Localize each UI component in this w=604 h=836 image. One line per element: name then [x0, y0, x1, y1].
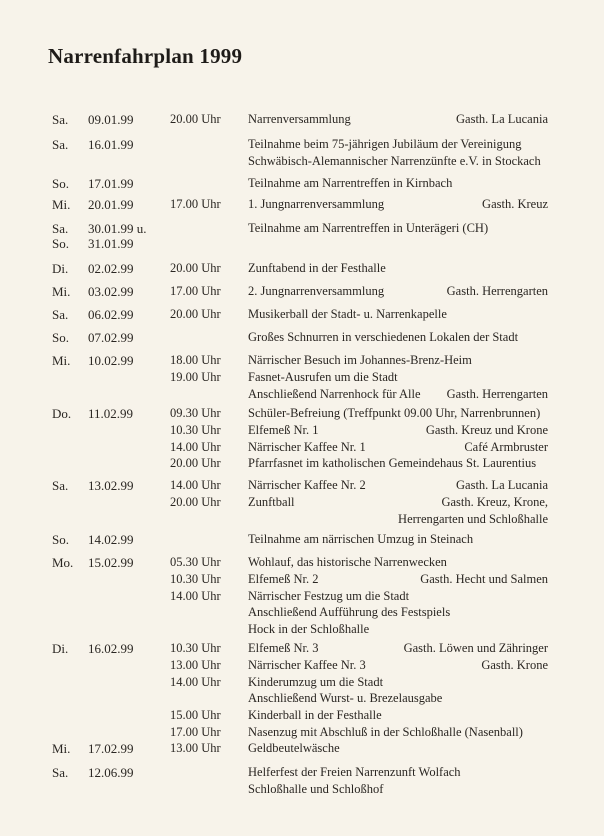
- entry-event: Pfarrfasnet im katholischen Gemeindehaus St. Laurentius: [248, 456, 537, 471]
- entry-event: Närrischer Besuch im Johannes-Brenz-Heim: [248, 353, 472, 367]
- entry-day: Sa.: [52, 478, 69, 493]
- entry-event: Zunftabend in der Festhalle: [248, 261, 386, 275]
- entry-line: [0, 221, 604, 238]
- entry-line: [0, 725, 604, 742]
- entry-line: [0, 176, 604, 193]
- entry-place: Gasth. Kreuz, Krone,: [441, 494, 548, 509]
- entry-line: [0, 555, 604, 572]
- entry-date: 07.02.99: [88, 330, 134, 345]
- entry-line: [0, 154, 604, 171]
- entry-line: [0, 622, 604, 639]
- entry-date: 11.02.99: [88, 406, 134, 421]
- entry-event: Närrischer Festzug um die Stadt: [248, 588, 410, 603]
- entry-time: 17.00 Uhr: [170, 284, 221, 298]
- entry-line: [0, 137, 604, 154]
- entry-line: [0, 532, 604, 549]
- entry-line: [0, 307, 604, 324]
- entry-event: Anschließend Aufführung des Festspiels: [248, 605, 451, 620]
- entry-time: 13.00 Uhr: [170, 657, 221, 672]
- entry-time: 10.30 Uhr: [170, 641, 221, 655]
- entry-event: Teilnahme am Narrentreffen in Kirnbach: [248, 176, 453, 190]
- entry-time: 05.30 Uhr: [170, 555, 221, 569]
- entry-event: 2. Jungnarrenversammlung: [248, 284, 385, 298]
- entry-event: Teilnahme beim 75-jährigen Jubiläum der Vereinigung: [248, 137, 522, 151]
- entry-day: Di.: [52, 641, 69, 656]
- entry-time: 20.00 Uhr: [170, 494, 221, 509]
- entry-line: [0, 765, 604, 782]
- entry-event: Schloßhalle und Schloßhof: [248, 781, 384, 796]
- entry-day: Mi.: [52, 741, 71, 756]
- entry-date: 03.02.99: [88, 284, 134, 299]
- entry-line: [0, 353, 604, 370]
- entry-line: [0, 589, 604, 606]
- entry-date: 16.01.99: [88, 137, 134, 152]
- entry-time: 14.00 Uhr: [170, 439, 221, 454]
- entry-time: 20.00 Uhr: [170, 112, 221, 126]
- entry-line: [0, 440, 604, 457]
- entry-place: Gasth. Krone: [481, 657, 548, 672]
- entry-line: [0, 284, 604, 301]
- entry-date: 20.01.99: [88, 197, 134, 212]
- entry-line: [0, 197, 604, 214]
- entry-place: Gasth. Kreuz: [482, 197, 548, 211]
- entry-event: Geldbeutelwäsche: [248, 741, 340, 755]
- entry-day: So.: [52, 236, 69, 251]
- entry-event: Teilnahme am närrischen Umzug in Steinach: [248, 532, 474, 546]
- entry-event: Närrischer Kaffee Nr. 1: [248, 439, 366, 454]
- page-title: Narrenfahrplan 1999: [48, 44, 243, 68]
- entry-date: 31.01.99: [88, 236, 134, 251]
- entry-time: 20.00 Uhr: [170, 307, 221, 321]
- entry-event: Schüler-Befreiung (Treffpunkt 09.00 Uhr, Narrenbrunnen): [248, 406, 541, 420]
- entry-time: 13.00 Uhr: [170, 741, 221, 755]
- entry-time: 19.00 Uhr: [170, 369, 221, 384]
- entry-date: 06.02.99: [88, 307, 134, 322]
- entry-day: Sa.: [52, 137, 69, 152]
- entry-line: [0, 112, 604, 129]
- entry-event: Elfemeß Nr. 2: [248, 571, 319, 586]
- entry-event: 1. Jungnarrenversammlung: [248, 197, 385, 211]
- entry-place: Gasth. Herrengarten: [446, 386, 548, 401]
- entry-date: 12.06.99: [88, 765, 134, 780]
- entry-event: Nasenzug mit Abschluß in der Schloßhalle (Nasenball): [248, 725, 523, 739]
- entry-day: Mo.: [52, 555, 74, 570]
- entry-day: So.: [52, 176, 69, 191]
- entry-event: Anschließend Wurst- u. Brezelausgabe: [248, 691, 443, 706]
- entry-line: [0, 423, 604, 440]
- entry-place: Gasth. La Lucania: [456, 112, 548, 126]
- entry-time: 15.00 Uhr: [170, 708, 221, 723]
- entry-line: [0, 495, 604, 512]
- entry-day: Do.: [52, 406, 72, 421]
- entry-day: Sa.: [52, 221, 69, 236]
- entry-time: 10.30 Uhr: [170, 422, 221, 437]
- entry-line: [0, 741, 604, 758]
- entry-day: So.: [52, 532, 69, 547]
- entry-line: [0, 370, 604, 387]
- entry-line: [0, 478, 604, 495]
- entry-line: [0, 456, 604, 473]
- entry-event: Kinderumzug um die Stadt: [248, 674, 384, 689]
- entry-place: Gasth. Kreuz und Krone: [425, 422, 548, 437]
- entry-day: So.: [52, 330, 69, 345]
- entry-line: [0, 605, 604, 622]
- entry-line: [0, 675, 604, 692]
- entry-time: 14.00 Uhr: [170, 478, 221, 492]
- entry-line: [0, 261, 604, 278]
- entry-event: Schwäbisch-Alemannischer Narrenzünfte e.V. in Stockach: [248, 153, 541, 168]
- entry-day: Di.: [52, 261, 69, 276]
- entry-event: Elfemeß Nr. 3: [248, 641, 319, 655]
- entry-date: 15.02.99: [88, 555, 134, 570]
- entry-place: Gasth. Hecht und Salmen: [420, 571, 548, 586]
- entry-line: [0, 641, 604, 658]
- entry-line: [0, 387, 604, 404]
- entry-date: 13.02.99: [88, 478, 134, 493]
- entry-time: 20.00 Uhr: [170, 261, 221, 275]
- entry-day: Sa.: [52, 112, 69, 127]
- entry-time: 20.00 Uhr: [170, 456, 221, 471]
- entry-line: [0, 658, 604, 675]
- entry-date: 16.02.99: [88, 641, 134, 656]
- entry-place: Herrengarten und Schloßhalle: [398, 511, 548, 526]
- entry-time: 18.00 Uhr: [170, 353, 221, 367]
- entry-event: Hock in der Schloßhalle: [248, 622, 370, 637]
- entry-time: 17.00 Uhr: [170, 197, 221, 211]
- entry-day: Mi.: [52, 353, 71, 368]
- entry-line: [0, 512, 604, 529]
- entry-date: 17.02.99: [88, 741, 134, 756]
- entry-place: Gasth. La Lucania: [456, 478, 548, 492]
- entry-line: [0, 572, 604, 589]
- entry-date: 17.01.99: [88, 176, 134, 191]
- entry-day: Mi.: [52, 197, 71, 212]
- entry-time: 14.00 Uhr: [170, 674, 221, 689]
- entry-event: Fasnet-Ausrufen um die Stadt: [248, 369, 398, 384]
- entry-place: Gasth. Löwen und Zähringer: [403, 641, 548, 655]
- entry-line: [0, 708, 604, 725]
- entry-event: Närrischer Kaffee Nr. 3: [248, 657, 366, 672]
- entry-place: Gasth. Herrengarten: [446, 284, 548, 298]
- entry-event: Elfemeß Nr. 1: [248, 422, 319, 437]
- entry-day: Sa.: [52, 765, 69, 780]
- entry-event: Anschließend Narrenhock für Alle: [248, 386, 421, 401]
- entry-event: Helferfest der Freien Narrenzunft Wolfach: [248, 765, 461, 779]
- entry-day: Mi.: [52, 284, 71, 299]
- entry-event: Wohlauf, das historische Narrenwecken: [248, 555, 447, 569]
- entry-date: 02.02.99: [88, 261, 134, 276]
- entry-event: Zunftball: [248, 494, 295, 509]
- entry-day: Sa.: [52, 307, 69, 322]
- entry-event: Großes Schnurren in verschiedenen Lokalen der Stadt: [248, 330, 519, 344]
- entry-line: [0, 330, 604, 347]
- entry-date: 10.02.99: [88, 353, 134, 368]
- entry-time: 09.30 Uhr: [170, 406, 221, 420]
- entry-event: Teilnahme am Narrentreffen in Unterägeri (CH): [248, 221, 489, 235]
- entry-line: [0, 691, 604, 708]
- entry-line: [0, 406, 604, 423]
- entry-event: Kinderball in der Festhalle: [248, 708, 382, 723]
- entry-event: Narrenversammlung: [248, 112, 351, 126]
- entry-time: 10.30 Uhr: [170, 571, 221, 586]
- entry-time: 17.00 Uhr: [170, 725, 221, 739]
- entry-date: 30.01.99 u.: [88, 221, 147, 236]
- entry-event: Musikerball der Stadt- u. Narrenkapelle: [248, 307, 447, 321]
- entry-line: [0, 782, 604, 799]
- entry-time: 14.00 Uhr: [170, 588, 221, 603]
- entry-place: Café Armbruster: [464, 439, 548, 454]
- entry-date: 09.01.99: [88, 112, 134, 127]
- entry-date: 14.02.99: [88, 532, 134, 547]
- entry-event: Närrischer Kaffee Nr. 2: [248, 478, 366, 492]
